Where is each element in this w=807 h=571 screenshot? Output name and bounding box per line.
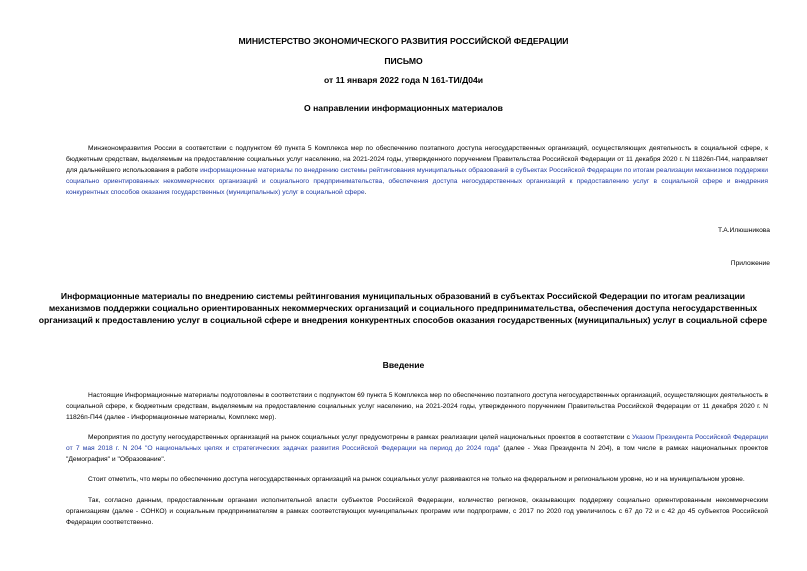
materials-link[interactable]: информационные материалы по внедрению системы рейтингования муниципальных образований в субъектах Российской Федерации по итогам реализации механизмов поддержки социально ориентированных некоммерческих организаций и социального предпринимательства, обеспечения доступа негосударственных организаций к предоставлению услуг в социальной сфере и внедрения конкурентных способов оказания государственных (муниципальных) услуг в социальной сфере bbox=[66, 167, 768, 196]
attachment-label: Приложение bbox=[730, 260, 770, 267]
intro-paragraph-2-start: Мероприятия по доступу негосударственных организаций на рынок социальных услуг предусмотрены в рамках реализации целей национальных проектов в соответствии с bbox=[88, 434, 632, 441]
appendix-title: Информационные материалы по внедрению системы рейтингования муниципальных образований в субъектах Российской Федерации по итогам реализации механизмов поддержки социально ориентированных некоммерческих организаций и социального предпринимательства, обеспечения доступа негосударственных организаций к предоставлению услуг в социальной сфере и внедрения конкурентных способов оказания государственных (муниципальных) услуг в социальной сфере bbox=[38, 291, 768, 326]
intro-paragraph-2-end: (далее - Указ Президента N 204), в том числе в рамках национальных проектов "Демография" и "Образование". bbox=[66, 445, 768, 463]
letter-text-end: . bbox=[364, 189, 367, 196]
document-type: ПИСЬМО bbox=[384, 56, 423, 66]
intro-paragraph-2 bbox=[66, 432, 768, 465]
intro-paragraph-1: Настоящие Информационные материалы подготовлены в соответствии с подпунктом 69 пункта 5 Комплекса мер по обеспечению поэтапного доступа негосударственных организаций, осуществляющих деятельность в социальной сфере, к бюджетным средствам, выделяемым на предоставление социальных услуг населению, на 2021-2024 годы, утвержденного поручением Правительства Российской Федерации от 11 декабря 2020 г. N 11826п-П44 (далее - Информационные материалы, Комплекс мер). bbox=[66, 392, 768, 421]
intro-paragraph-4: Так, согласно данным, предоставленным органами исполнительной власти субъектов Российской Федерации, количество регионов, оказывающих поддержку социально ориентированным некоммерческим организациям (далее - СОНКО) и социальным предпринимателям в рамках соответствующих муниципальных программ или подпрограмм, с 2017 по 2020 год увеличилось с 67 до 72 и с 42 до 45 субъектов Российской Федерации соответственно. bbox=[66, 497, 768, 526]
signature: Т.А.Илюшникова bbox=[718, 227, 770, 234]
document-subject: О направлении информационных материалов bbox=[304, 103, 503, 113]
intro-paragraph-3: Стоит отметить, что меры по обеспечению доступа негосударственных организаций на рынок социальных услуг развиваются не только на федеральном и региональном уровне, но и на муниципальном уровне. bbox=[88, 476, 745, 483]
ministry-heading: МИНИСТЕРСТВО ЭКОНОМИЧЕСКОГО РАЗВИТИЯ РОССИЙСКОЙ ФЕДЕРАЦИИ bbox=[238, 36, 569, 46]
document-date-number: от 11 января 2022 года N 161-ТИ/Д04и bbox=[323, 75, 484, 85]
letter-text-start: Минэкономразвития России в соответствии с подпунктом 69 пункта 5 Комплекса мер по обеспечению поэтапного доступа негосударственных организаций, осуществляющих деятельность в социальной сфере, к бюджетным средствам, выделяемым на предоставление социальных услуг населению, на 2021-2024 годы, утвержденного поручением Правительства Российской Федерации от 11 декабря 2020 г. N 11826п-П44, направляет для дальнейшего использования в работе bbox=[66, 145, 768, 174]
letter-paragraph bbox=[66, 143, 768, 198]
introduction-heading: Введение bbox=[382, 360, 425, 370]
decree-link[interactable]: Указом Президента Российской Федерации от 7 мая 2018 г. N 204 "О национальных целях и стратегических задачах развития Российской Федерации на период до 2024 года" bbox=[66, 434, 768, 452]
